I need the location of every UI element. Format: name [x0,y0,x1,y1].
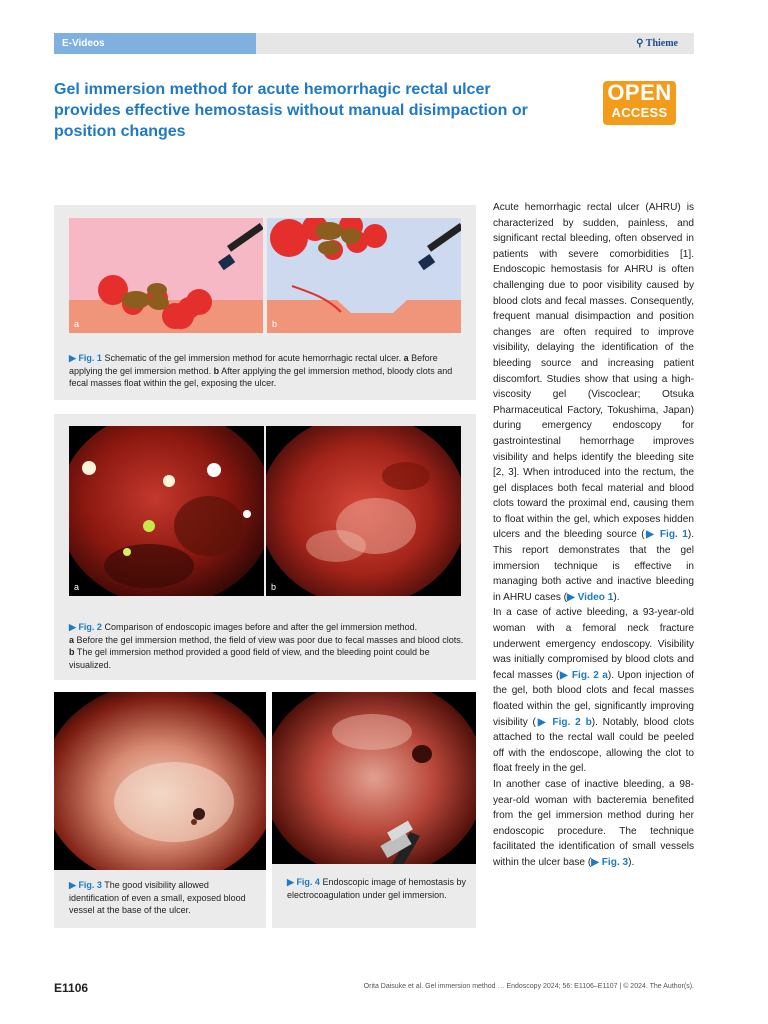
fig1-caption: ▶ Fig. 1 Schematic of the gel immersion method for acute hemorrhagic rectal ulcer. a Before applying the gel immersion method. b After applying the gel immersion method, bloody clots and fecal masses float within the gel, exposing the ulcer. [69,353,453,388]
fig2-label-b: b [271,582,277,592]
ref-fig-3-link[interactable]: ▶ Fig. 3 [591,856,629,868]
body-paragraph-3: In another case of inactive bleeding, a 98-year-old woman with bacteremia benefited from the gel immersion method during her endoscopic procedure. The technique facilitated the identification of small vessels within the ulcer base (▶ Fig. 3). [493,778,694,868]
fig2-panel-a [69,426,264,596]
page-number: E1106 [54,981,89,995]
fig2-tag: ▶ Fig. 2 [69,622,102,632]
ref-fig-1-link[interactable]: ▶ Fig. 1 [644,529,688,541]
body-paragraph-2: In a case of active bleeding, a 93-year-old woman with a femoral neck fracture underwent emergency endoscopy. Visibility was initially compromised by blood clots and fecal masses (▶ Fig. 2 a). Upon injection of the gel, both blood clots and fecal masses floated within the gel, significantly improving visibility (▶ Fig. 2 b). Notably, blood clots attached to the rectal wall could be peeled off with the endoscope, allowing the clot to float freely in the gel. [493,607,694,775]
fig4-caption: ▶ Fig. 4 Endoscopic image of hemostasis by electrocoagulation under gel immersion. [287,877,467,900]
fig1-label-b: b [272,319,278,329]
fig3-tag: ▶ Fig. 3 [69,880,102,890]
fig1-panel-a [69,218,263,333]
ref-fig-2b-link[interactable]: ▶ Fig. 2 b [535,716,592,728]
figure-4 [272,692,476,928]
ref-video-1-link[interactable]: ▶ Video 1 [567,591,614,603]
fig2-panel-b [266,426,461,596]
ref-fig-2a-link[interactable]: ▶ Fig. 2 a [559,669,608,681]
fig1-label-a: a [74,319,80,329]
fig4-image [272,692,476,864]
figure-3 [54,692,266,928]
fig3-caption: ▶ Fig. 3 The good visibility allowed identification of even a small, exposed blood vessel at the base of the ulcer. [69,880,246,915]
fig2-label-a: a [74,582,80,592]
fig2-caption: ▶ Fig. 2 Comparison of endoscopic images before and after the gel immersion method. a Before the gel immersion method, the field of view was poor due to fecal masses and blood clots. b The gel immersion method provided a good field of view, and the bleeding point could be visualized. [69,622,464,670]
figure-1 [54,205,476,400]
header-bar [54,33,694,54]
section-label: E-Videos [54,33,256,54]
electrocoagulation-image [272,692,476,864]
fig1-tag: ▶ Fig. 1 [69,353,102,363]
endoscopy-after-gel-image [266,426,461,596]
citation-footer: Orita Daisuke et al. Gel immersion method … Endoscopy 2024; 56: E1106–E1107 | © 2024. The Author(s). [363,983,694,990]
ulcer-vessel-image [54,692,266,870]
figure-2 [54,414,476,680]
article-title: Gel immersion method for acute hemorrhagic rectal ulcer provides effective hemostasis without manual disimpaction or position changes [54,81,528,140]
fig1-panel-b [267,218,461,333]
publisher-logo: ⚲ Thieme [636,38,678,49]
endoscopy-before-gel-image [69,426,264,596]
schematic-after-gel-image [267,218,461,333]
schematic-before-gel-image [69,218,263,333]
body-paragraph-1: Acute hemorrhagic rectal ulcer (AHRU) is characterized by sudden, painless, and significant rectal bleeding, often observed in patients with severe comorbidities [1]. Endoscopic hemostasis for AHRU is often challenging due to poor visibility caused by blood clots and fecal masses. Consequently, frequent manual disimpaction and position changes are often required to improve visibility, delaying the identification of the bleeding source and increasing patient discomfort. Studies show that using a high-viscosity gel (Viscoclear; Otsuka Pharmaceutical Factory, Tokushima, Japan) during emergency endoscopy for gastrointestinal hemorrhage improves visibility and helps identify the bleeding site [2, 3]. When introduced into the rectum, the gel displaces both fecal material and blood clots toward the proximal end, causing them to float within the gel, which exposes hidden ulcers and the bleeding source (▶ Fig. 1). This report demonstrates that the gel immersion technique is effective in managing both active and inactive bleeding in AHRU cases (▶ Video 1). [493,202,694,603]
fig3-image [54,692,266,870]
fig4-tag: ▶ Fig. 4 [287,877,320,887]
article-body [493,200,694,871]
open-access-badge: OPEN ACCESS [603,81,676,125]
